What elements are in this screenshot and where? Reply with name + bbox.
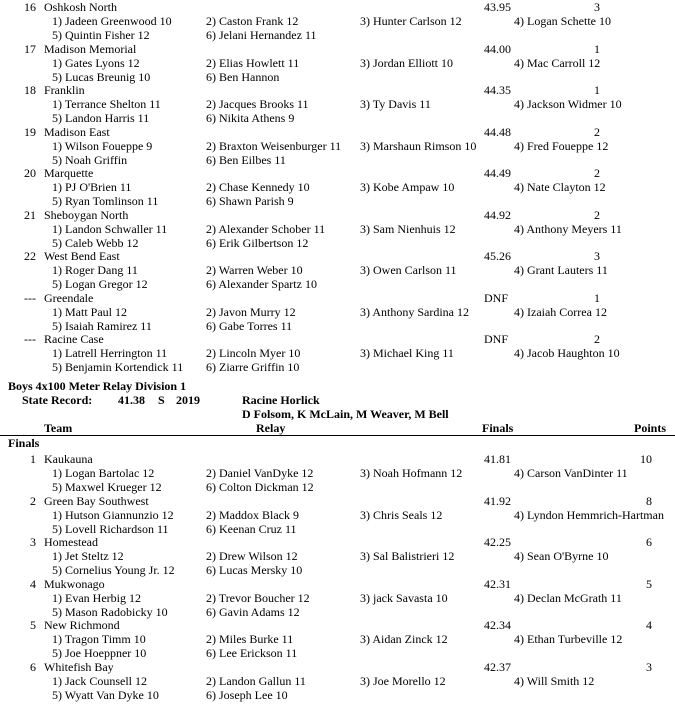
relay-runner-1: 1) Jet Steltz 12 xyxy=(52,549,124,563)
relay-runner-1: 1) Logan Bartolac 12 xyxy=(52,466,155,480)
header-divider xyxy=(0,435,675,436)
relay-runner-5: 5) Noah Griffin xyxy=(52,153,128,167)
relay-runner-3: 3) Ty Davis 11 xyxy=(360,97,431,111)
entry-place: 16 xyxy=(24,0,36,14)
entry-team: New Richmond xyxy=(44,618,120,632)
relay-runner-4: 4) Logan Schette 10 xyxy=(514,14,611,28)
entry-time: 44.92 xyxy=(484,208,511,222)
entry-heat: 1 xyxy=(594,291,600,305)
entry-heat: 3 xyxy=(594,0,600,14)
entry-place: 17 xyxy=(24,42,36,56)
event-title: Boys 4x100 Meter Relay Division 1 xyxy=(8,379,187,393)
relay-runner-6: 6) Erik Gilbertson 12 xyxy=(206,236,309,250)
entry-place: 3 xyxy=(30,535,36,549)
relay-runner-5: 5) Mason Radobicky 10 xyxy=(52,605,168,619)
relay-runner-4: 4) Anthony Meyers 11 xyxy=(514,222,622,236)
state-record-time: 41.38 xyxy=(118,393,145,407)
entry-team: Oshkosh North xyxy=(44,0,118,14)
relay-runner-1: 1) Landon Schwaller 11 xyxy=(52,222,168,236)
relay-runner-1: 1) Jack Counsell 12 xyxy=(52,674,147,688)
entry-place: 22 xyxy=(24,249,36,263)
entry-time: 42.25 xyxy=(484,535,511,549)
entry-points: 3 xyxy=(646,660,652,674)
relay-runner-6: 6) Joseph Lee 10 xyxy=(206,688,288,702)
column-header-finals: Finals xyxy=(482,421,514,435)
relay-runner-1: 1) Wilson Foueppe 9 xyxy=(52,139,153,153)
relay-runner-3: 3) Chris Seals 12 xyxy=(360,508,443,522)
column-header-points: Points xyxy=(634,421,667,435)
entry-team: Greendale xyxy=(44,291,94,305)
entry-heat: 2 xyxy=(594,208,600,222)
relay-runner-4: 4) Mac Carroll 12 xyxy=(514,56,601,70)
relay-runner-2: 2) Drew Wilson 12 xyxy=(206,549,298,563)
relay-runner-5: 5) Maxwel Krueger 12 xyxy=(52,480,162,494)
relay-runner-5: 5) Lovell Richardson 11 xyxy=(52,522,169,536)
relay-runner-5: 5) Ryan Tomlinson 11 xyxy=(52,194,159,208)
relay-runner-2: 2) Elias Howlett 11 xyxy=(206,56,300,70)
entry-team: Whitefish Bay xyxy=(44,660,114,674)
entry-heat: 2 xyxy=(594,332,600,346)
entry-place: 6 xyxy=(30,660,36,674)
relay-runner-3: 3) Hunter Carlson 12 xyxy=(360,14,462,28)
relay-runner-6: 6) Gabe Torres 11 xyxy=(206,319,293,333)
relay-runner-3: 3) Aidan Zinck 12 xyxy=(360,632,448,646)
relay-runner-1: 1) Roger Dang 11 xyxy=(52,263,138,277)
entry-time: 44.48 xyxy=(484,125,511,139)
entry-place: 5 xyxy=(30,618,36,632)
column-header-team: Team xyxy=(44,421,73,435)
relay-runner-3: 3) Anthony Sardina 12 xyxy=(360,305,469,319)
relay-runner-5: 5) Cornelius Young Jr. 12 xyxy=(52,563,175,577)
relay-runner-5: 5) Wyatt Van Dyke 10 xyxy=(52,688,159,702)
entry-heat: 1 xyxy=(594,42,600,56)
relay-runner-3: 3) Sal Balistrieri 12 xyxy=(360,549,455,563)
entry-time: 41.92 xyxy=(484,494,511,508)
relay-runner-5: 5) Logan Gregor 12 xyxy=(52,277,148,291)
state-record-flag: S xyxy=(158,393,165,407)
relay-runner-1: 1) Latrell Herrington 11 xyxy=(52,346,168,360)
relay-runner-4: 4) Nate Clayton 12 xyxy=(514,180,606,194)
entry-time: DNF xyxy=(484,332,509,346)
entry-team: Homestead xyxy=(44,535,98,549)
relay-runner-6: 6) Nikita Athens 9 xyxy=(206,111,295,125)
entry-team: Madison Memorial xyxy=(44,42,137,56)
entry-place: 18 xyxy=(24,83,36,97)
entry-points: 4 xyxy=(646,618,652,632)
relay-runner-3: 3) Michael King 11 xyxy=(360,346,454,360)
relay-runner-2: 2) Jacques Brooks 11 xyxy=(206,97,309,111)
relay-runner-2: 2) Javon Murry 12 xyxy=(206,305,296,319)
entry-time: 42.34 xyxy=(484,618,511,632)
entry-team: West Bend East xyxy=(44,249,120,263)
section-label-finals: Finals xyxy=(8,436,40,450)
relay-runner-6: 6) Gavin Adams 12 xyxy=(206,605,300,619)
entry-time: 45.26 xyxy=(484,249,511,263)
entry-time: 44.35 xyxy=(484,83,511,97)
relay-runner-1: 1) Gates Lyons 12 xyxy=(52,56,140,70)
relay-runner-6: 6) Colton Dickman 12 xyxy=(206,480,314,494)
relay-runner-3: 3) Joe Morello 12 xyxy=(360,674,446,688)
relay-runner-2: 2) Landon Gallun 11 xyxy=(206,674,306,688)
relay-runner-2: 2) Alexander Schober 11 xyxy=(206,222,326,236)
entry-time: 44.00 xyxy=(484,42,511,56)
entry-team: Mukwonago xyxy=(44,577,105,591)
relay-runner-4: 4) Sean O'Byrne 10 xyxy=(514,549,609,563)
relay-runner-4: 4) Izaiah Correa 12 xyxy=(514,305,607,319)
relay-runner-2: 2) Caston Frank 12 xyxy=(206,14,299,28)
relay-runner-2: 2) Daniel VanDyke 12 xyxy=(206,466,314,480)
relay-runner-4: 4) Lyndon Hemmrich-Hartman xyxy=(514,508,664,522)
entry-points: 10 xyxy=(640,452,652,466)
relay-runner-1: 1) PJ O'Brien 11 xyxy=(52,180,132,194)
relay-runner-3: 3) Owen Carlson 11 xyxy=(360,263,457,277)
relay-runner-6: 6) Ziarre Griffin 10 xyxy=(206,360,300,374)
relay-runner-2: 2) Braxton Weisenburger 11 xyxy=(206,139,342,153)
relay-runner-5: 5) Lucas Breunig 10 xyxy=(52,70,151,84)
entry-time: 42.31 xyxy=(484,577,511,591)
relay-runner-1: 1) Evan Herbig 12 xyxy=(52,591,141,605)
entry-time: 42.37 xyxy=(484,660,511,674)
relay-runner-1: 1) Jadeen Greenwood 10 xyxy=(52,14,172,28)
entry-place: 1 xyxy=(30,452,36,466)
state-record-label: State Record: xyxy=(22,393,93,407)
entry-place: 4 xyxy=(30,577,36,591)
entry-heat: 1 xyxy=(594,83,600,97)
entry-heat: 3 xyxy=(594,249,600,263)
relay-runner-3: 3) jack Savasta 10 xyxy=(360,591,448,605)
state-record-team: Racine Horlick xyxy=(242,393,320,407)
relay-runner-2: 2) Warren Weber 10 xyxy=(206,263,303,277)
entry-time: DNF xyxy=(484,291,509,305)
relay-runner-5: 5) Benjamin Kortendick 11 xyxy=(52,360,184,374)
relay-runner-4: 4) Grant Lauters 11 xyxy=(514,263,608,277)
state-record-year: 2019 xyxy=(176,393,200,407)
relay-runner-4: 4) Jackson Widmer 10 xyxy=(514,97,622,111)
relay-runner-2: 2) Miles Burke 11 xyxy=(206,632,294,646)
relay-runner-4: 4) Jacob Haughton 10 xyxy=(514,346,620,360)
entry-heat: 2 xyxy=(594,125,600,139)
relay-runner-1: 1) Terrance Shelton 11 xyxy=(52,97,161,111)
entry-place: 2 xyxy=(30,494,36,508)
entry-time: 41.81 xyxy=(484,452,511,466)
entry-team: Sheboygan North xyxy=(44,208,129,222)
relay-runner-4: 4) Fred Foueppe 12 xyxy=(514,139,609,153)
relay-runner-5: 5) Landon Harris 11 xyxy=(52,111,150,125)
relay-runner-2: 2) Trevor Boucher 12 xyxy=(206,591,310,605)
entry-team: Marquette xyxy=(44,166,94,180)
entry-time: 44.49 xyxy=(484,166,511,180)
relay-runner-5: 5) Quintin Fisher 12 xyxy=(52,28,150,42)
entry-points: 8 xyxy=(646,494,652,508)
relay-runner-4: 4) Declan McGrath 11 xyxy=(514,591,622,605)
entry-place: 19 xyxy=(24,125,36,139)
relay-runner-5: 5) Joe Hoeppner 10 xyxy=(52,646,147,660)
relay-runner-6: 6) Jelani Hernandez 11 xyxy=(206,28,317,42)
column-header-relay: Relay xyxy=(256,421,286,435)
relay-runner-1: 1) Hutson Giannunzio 12 xyxy=(52,508,174,522)
relay-runner-3: 3) Jordan Elliott 10 xyxy=(360,56,453,70)
relay-runner-3: 3) Kobe Ampaw 10 xyxy=(360,180,455,194)
entry-place: 21 xyxy=(24,208,36,222)
entry-place: --- xyxy=(24,291,36,305)
entry-place: --- xyxy=(24,332,36,346)
relay-runner-6: 6) Lucas Mersky 10 xyxy=(206,563,303,577)
relay-runner-4: 4) Carson VanDinter 11 xyxy=(514,466,628,480)
relay-runner-6: 6) Shawn Parish 9 xyxy=(206,194,294,208)
relay-runner-6: 6) Ben Hannon xyxy=(206,70,280,84)
entry-team: Racine Case xyxy=(44,332,104,346)
relay-runner-2: 2) Chase Kennedy 10 xyxy=(206,180,310,194)
relay-runner-3: 3) Sam Nienhuis 12 xyxy=(360,222,456,236)
relay-runner-2: 2) Lincoln Myer 10 xyxy=(206,346,301,360)
entry-team: Kaukauna xyxy=(44,452,93,466)
relay-runner-3: 3) Marshaun Rimson 10 xyxy=(360,139,477,153)
relay-runner-2: 2) Maddox Black 9 xyxy=(206,508,299,522)
entry-team: Green Bay Southwest xyxy=(44,494,149,508)
entry-place: 20 xyxy=(24,166,36,180)
entry-time: 43.95 xyxy=(484,0,511,14)
relay-runner-6: 6) Ben Eilbes 11 xyxy=(206,153,286,167)
entry-heat: 2 xyxy=(594,166,600,180)
relay-runner-6: 6) Lee Erickson 11 xyxy=(206,646,298,660)
relay-runner-5: 5) Caleb Webb 12 xyxy=(52,236,139,250)
relay-runner-4: 4) Ethan Turbeville 12 xyxy=(514,632,623,646)
entry-points: 5 xyxy=(646,577,652,591)
relay-runner-6: 6) Keenan Cruz 11 xyxy=(206,522,297,536)
state-record-runners: D Folsom, K McLain, M Weaver, M Bell xyxy=(242,407,449,421)
relay-runner-1: 1) Tragon Timm 10 xyxy=(52,632,146,646)
relay-runner-6: 6) Alexander Spartz 10 xyxy=(206,277,317,291)
relay-runner-1: 1) Matt Paul 12 xyxy=(52,305,127,319)
relay-runner-5: 5) Isaiah Ramirez 11 xyxy=(52,319,152,333)
entry-points: 6 xyxy=(646,535,652,549)
relay-runner-3: 3) Noah Hofmann 12 xyxy=(360,466,463,480)
relay-runner-4: 4) Will Smith 12 xyxy=(514,674,595,688)
entry-team: Madison East xyxy=(44,125,110,139)
entry-team: Franklin xyxy=(44,83,85,97)
